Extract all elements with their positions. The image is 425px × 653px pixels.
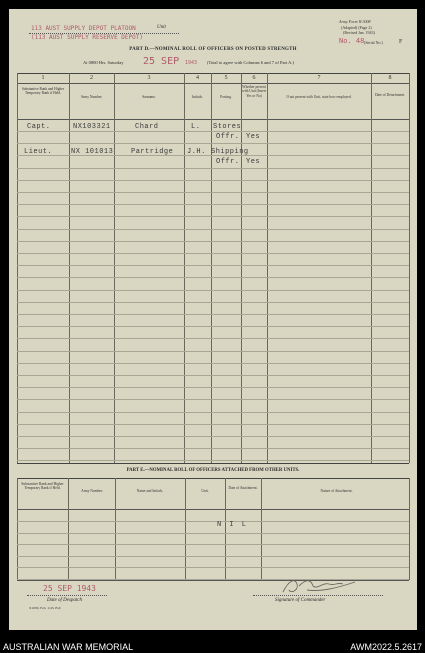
- table-e-vline-2: [115, 478, 116, 580]
- header-rank: Substantive Rank and Higher Temporary Rank if Held.: [21, 87, 65, 96]
- nil-entry: N I L: [217, 521, 249, 529]
- col-num-8: 8: [388, 75, 392, 81]
- table-d-top-rule: [17, 73, 409, 74]
- table-e-vline-1: [68, 478, 69, 580]
- sheet-mark: F: [399, 39, 403, 45]
- army-form-label: Army Form W.3008: [339, 19, 371, 24]
- despatch-underline: [27, 595, 107, 596]
- e-header-date: Date of Attachment.: [228, 486, 258, 490]
- e-header-name: Name and Initials.: [136, 489, 164, 493]
- ruling-line: [17, 436, 409, 437]
- ruling-line: [17, 533, 409, 534]
- ruling-line: [17, 192, 409, 193]
- adapted-label: (Adapted) (Page 2): [341, 25, 372, 30]
- unit-label: Unit: [157, 25, 166, 30]
- col-num-1: 1: [41, 75, 45, 81]
- col-num-6: 6: [252, 75, 256, 81]
- table-e-vline-6: [409, 478, 410, 580]
- ruling-line: [17, 204, 409, 205]
- ruling-line: [17, 375, 409, 376]
- unit-underline: [29, 33, 179, 34]
- archive-caption-bar: [0, 641, 425, 653]
- row2-army-number: NX 101013: [71, 148, 114, 156]
- header-detachment: Date of Detachment.: [375, 93, 405, 97]
- table-e-vline-4: [225, 478, 226, 580]
- ruling-line: [17, 448, 409, 449]
- ruling-line: [17, 290, 409, 291]
- signature-underline: [253, 595, 383, 596]
- table-d-vline-8: [409, 73, 410, 463]
- unit-name-line2: (113 AUST SUPPLY RESERVE DEPOT): [31, 34, 143, 41]
- ruling-line: [17, 351, 409, 352]
- ruling-line: [17, 302, 409, 303]
- serial-number: No. 48: [339, 37, 365, 45]
- despatch-label: Date of Despatch: [47, 598, 82, 603]
- unit-name-line1: 113 AUST SUPPLY DEPOT PLATOON: [31, 25, 136, 32]
- printer-mark: X1009. Feb. 1/43. B.P.: [29, 606, 61, 610]
- row2-posting: Shipping: [211, 148, 249, 156]
- header-surname: Surname.: [142, 95, 156, 99]
- archive-caption-left: AUSTRALIAN WAR MEMORIAL: [3, 642, 134, 652]
- at-hours-label: At 0800 Hrs. Saturday: [83, 60, 124, 65]
- table-d-colnum-rule: [17, 83, 409, 84]
- part-e-header-top-rule: [17, 478, 409, 479]
- ruling-line: [17, 338, 409, 339]
- e-header-army-number: Army Number.: [81, 489, 103, 493]
- ruling-line: [17, 216, 409, 217]
- date-stamp: 25 SEP: [143, 56, 180, 67]
- ruling-line: [17, 265, 409, 266]
- col-num-4: 4: [196, 75, 199, 81]
- row2-present: Yes: [246, 158, 261, 166]
- col-num-5: 5: [224, 75, 228, 81]
- ruling-line: [17, 460, 409, 461]
- ruling-line: [17, 326, 409, 327]
- total-note: (Total to agree with Columns 6 and 7 of Part A.): [207, 60, 295, 65]
- ruling-line: [17, 567, 409, 568]
- ruling-line: [17, 412, 409, 413]
- ruling-line: [17, 241, 409, 242]
- despatch-date-stamp: 25 SEP 1943: [43, 584, 96, 593]
- row2-initials: J.H.: [187, 148, 206, 156]
- ruling-line: [17, 253, 409, 254]
- part-d-title: PART D.—NOMINAL ROLL OF OFFICERS ON POSTED STRENGTH: [129, 47, 297, 52]
- table-e-vline-5: [261, 478, 262, 580]
- ruling-line: [17, 521, 409, 522]
- row2-rank: Lieut.: [24, 148, 53, 156]
- row2-posting-line2: Offr.: [216, 158, 240, 166]
- e-header-rank: Substantive Rank and Higher Temporary Rank if Held.: [21, 482, 64, 491]
- header-army-number: Army Number.: [80, 95, 103, 99]
- ruling-line: [17, 168, 409, 169]
- part-e-title: PART E.—NOMINAL ROLL OF OFFICERS ATTACHED FROM OTHER UNITS.: [126, 468, 300, 473]
- revised-label: (Revised Jan. 1943): [343, 30, 375, 35]
- row1-posting: Stores: [213, 123, 242, 131]
- row2-surname: Partridge: [131, 148, 174, 156]
- ruling-line: [17, 229, 409, 230]
- ruling-line: [17, 363, 409, 364]
- table-e-vline-0: [17, 478, 18, 580]
- ruling-line: [17, 180, 409, 181]
- row1-surname: Chard: [135, 123, 159, 131]
- header-employed: If not present with Unit, state how employed.: [286, 95, 352, 99]
- header-initials: Initials.: [192, 95, 203, 99]
- ruling-line: [17, 424, 409, 425]
- serial-label: (Serial No.): [364, 40, 383, 45]
- row1-present: Yes: [246, 133, 261, 141]
- col-num-2: 2: [90, 75, 93, 81]
- row1-initials: L.: [191, 123, 201, 131]
- ruling-line: [17, 387, 409, 388]
- ruling-line: [17, 143, 409, 144]
- form-sheet: [9, 9, 417, 630]
- part-e-header-bottom-rule: [17, 509, 409, 510]
- ruling-line: [17, 314, 409, 315]
- col-num-7: 7: [317, 75, 321, 81]
- ruling-line: [17, 544, 409, 545]
- date-year: 1943: [185, 60, 198, 66]
- part-e-top-rule: [17, 463, 409, 464]
- signature-label: Signature of Commander: [275, 598, 326, 603]
- table-e-vline-3: [185, 478, 186, 580]
- ruling-line: [17, 131, 409, 132]
- col-num-3: 3: [147, 75, 151, 81]
- ruling-line: [17, 277, 409, 278]
- ruling-line: [17, 399, 409, 400]
- ruling-line: [17, 556, 409, 557]
- row1-posting-line2: Offr.: [216, 133, 240, 141]
- header-present: Whether present with Unit (Insert Yes or No): [242, 85, 266, 98]
- e-header-unit: Unit.: [201, 489, 209, 493]
- e-header-nature: Nature of Attachment.: [320, 489, 353, 493]
- table-d-header-rule: [17, 119, 409, 120]
- archive-caption-right: AWM2022.5.2617: [350, 642, 422, 652]
- row1-army-number: NX103321: [73, 123, 111, 131]
- row1-rank: Capt.: [27, 123, 51, 131]
- header-posting: Posting.: [220, 95, 232, 99]
